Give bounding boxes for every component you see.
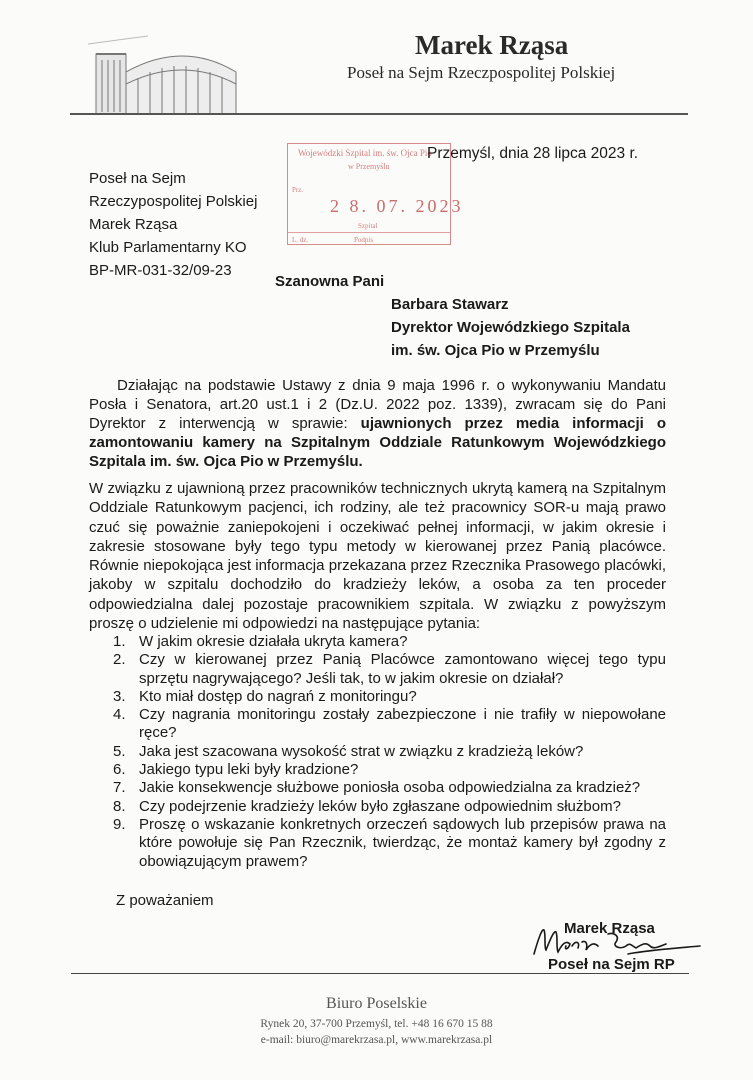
intro-paragraph	[89, 376, 666, 471]
footer-title: Biuro Poselskie	[326, 995, 427, 1012]
question-text: Kto miał dostęp do nagrań z monitoringu?	[139, 687, 417, 705]
intro-text: Działając na podstawie Ustawy z dnia 9 maja 1996 r. o wykonywaniu Mandatu Posła i Senatora, art.20 ust.1 i 2 (Dz.U. 2022 poz. 1339), zwracam się do Pani Dyrektor z interwencją w sprawie:	[89, 377, 666, 432]
sender-line: Marek Rząsa	[89, 216, 178, 233]
recipient-position: Dyrektor Wojewódzkiego Szpitala	[391, 319, 630, 336]
question-number: 8.	[113, 797, 126, 815]
question-number: 1.	[113, 633, 126, 650]
stamp-podpis: Podpis	[354, 236, 374, 244]
recipient-name: Barbara Stawarz	[391, 296, 509, 313]
question-text: Czy nagrania monitoringu zostały zabezpieczone i nie trafiły w niepowołane ręce?	[139, 706, 666, 742]
stamp-date: 2 8. 07. 2023	[330, 196, 464, 216]
question-text: Czy w kierowanej przez Panią Placówce zamontowano więcej tego typu sprzętu nagrywającego? Jeśli tak, to w jakim okresie on działał?	[139, 651, 666, 687]
sender-line: Poseł na Sejm	[89, 170, 186, 187]
letterhead-title: Poseł na Sejm Rzeczpospolitej Polskiej	[347, 63, 616, 82]
stamp-city: w Przemyślu	[348, 162, 390, 171]
question-text: Jakiego typu leki były kradzione?	[139, 761, 359, 779]
stamp-divider	[288, 232, 450, 233]
stamp-prefix: Prz.	[292, 186, 304, 194]
question-item	[113, 743, 666, 761]
intro-subject: ujawnionych przez media informacji o zamontowaniu kamery na Szpitalnym Oddziale Ratunkowym Wojewódzkiego Szpitala im. św. Ojca Pio w Przemyślu.	[89, 415, 666, 470]
salutation: Szanowna Pani	[275, 273, 385, 290]
signature-name: Marek Rząsa	[564, 920, 655, 937]
stamp-sig: Szpital	[358, 222, 378, 230]
question-number: 6.	[113, 761, 126, 779]
question-item	[113, 779, 666, 797]
question-number: 2.	[113, 651, 126, 669]
question-item	[113, 633, 666, 651]
closing: Z poważaniem	[116, 892, 214, 909]
question-number: 5.	[113, 742, 126, 760]
question-text: Czy podejrzenie kradzieży leków było zgłaszane odpowiednim służbom?	[139, 797, 621, 815]
body-paragraph: W związku z ujawnioną przez pracowników technicznych ukrytą kamerą na Szpitalnym Oddziale Ratunkowym pacjenci, ich rodziny, ale też pracownicy SOR-u mają prawo czuć się poważnie zaniepokojeni i oczekiwać pełnej informacji, w jakim okresie i zakresie stosowane były tego typu metody w kierowanej przez Panią placówce. Równie niepokojąca jest informacja przekazana przez Rzecznika Prasowego placówki, jakoby w szpitalu dochodziło do kradzieży leków, a osoba za ten proceder odpowiedzialna dalej pozostaje pracownikiem szpitala. W związku z powyższym proszę o udzielenie mi odpowiedzi na następujące pytania:	[89, 480, 666, 633]
stamp-ldz: L. dz.	[292, 236, 309, 244]
footer-divider	[71, 973, 689, 974]
question-text: Jakie konsekwencje służbowe poniosła osoba odpowiedzialna za kradzież?	[139, 779, 641, 797]
footer-contact: e-mail: biuro@marekrzasa.pl, www.marekrzasa.pl	[260, 1034, 493, 1046]
question-number: 7.	[113, 779, 126, 797]
question-item	[113, 706, 666, 743]
question-text: W jakim okresie działała ukryta kamera?	[139, 633, 408, 650]
question-item	[113, 816, 666, 871]
question-number: 3.	[113, 687, 126, 705]
question-text: Jaka jest szacowana wysokość strat w związku z kradzieżą leków?	[139, 742, 584, 760]
signature-role: Poseł na Sejm RP	[548, 956, 675, 973]
question-item	[113, 798, 666, 816]
sejm-building-icon	[88, 32, 238, 118]
question-text: Proszę o wskazanie konkretnych orzeczeń sądowych lub przepisów prawa na które powołuje się Pan Rzecznik, twierdząc, że montaż kamery był zgodny z obowiązującym prawem?	[139, 815, 666, 870]
question-item	[113, 761, 666, 779]
letterhead-divider	[70, 113, 688, 115]
sender-line: Klub Parlamentarny KO	[89, 239, 247, 256]
place-date: Przemyśl, dnia 28 lipca 2023 r.	[427, 145, 639, 162]
stamp-institution: Wojewódzki Szpital im. św. Ojca Pio	[298, 148, 432, 158]
questions-list	[113, 633, 666, 871]
question-item	[113, 688, 666, 706]
recipient-institution: im. św. Ojca Pio w Przemyślu	[391, 342, 600, 359]
sender-line: Rzeczypospolitej Polskiej	[89, 193, 258, 210]
question-number: 9.	[113, 815, 126, 833]
letterhead-name: Marek Rząsa	[415, 30, 569, 60]
footer-address: Rynek 20, 37-700 Przemyśl, tel. +48 16 670 15 88	[260, 1018, 493, 1030]
sender-reference: BP-MR-031-32/09-23	[89, 262, 232, 279]
question-number: 4.	[113, 706, 126, 724]
question-item	[113, 651, 666, 688]
